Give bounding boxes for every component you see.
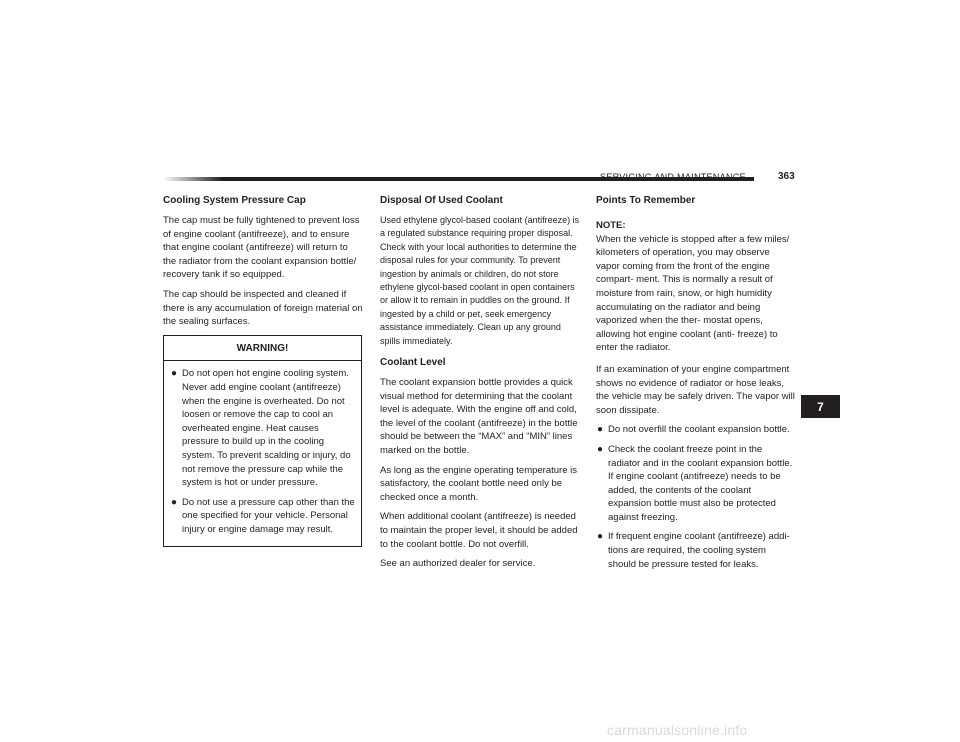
header-section-title: SERVICING AND MAINTENANCE — [600, 172, 746, 182]
bullet-icon: ● — [597, 424, 604, 436]
heading-points-to-remember: Points To Remember — [596, 195, 696, 206]
warning-box — [163, 335, 362, 548]
heading-coolant-level: Coolant Level — [380, 357, 446, 369]
warning-body — [164, 361, 361, 546]
paragraph-dealer: See an authorized dealer for service. — [380, 558, 536, 570]
list-item — [170, 367, 355, 489]
page-number: 363 — [778, 171, 795, 182]
warning-item-text: Do not use a pressure cap other than the one specified for your vehicle. Personal injury or engine damage may result. — [182, 496, 355, 535]
column-left — [163, 195, 363, 547]
bullet-icon: ● — [597, 531, 604, 543]
warning-title: WARNING! — [164, 336, 361, 362]
column-right — [596, 195, 796, 577]
paragraph-examination: If an examination of your engine compartment shows no evidence of radiator or hose leaks, the vehicle may be safely driven. The vapor will soon dissipate. — [596, 363, 795, 416]
list-item — [170, 496, 355, 537]
watermark-text: carmanualsonline.info — [607, 722, 748, 738]
points-list — [596, 423, 796, 571]
warning-item-text: Do not open hot engine cooling system. Never add engine coolant (antifreeze) when the engine is overheated. Do not loosen or remove the cap to cool an overheated engine. Heat causes pressure to build up in the cooling system. To prevent scalding or injury, do not remove the pressure cap while the system is hot or under pressure. — [182, 368, 351, 489]
column-middle — [380, 195, 580, 577]
paragraph-check-monthly: As long as the engine operating temperature is satisfactory, the coolant bottle need only be checked once a month. — [380, 464, 577, 503]
paragraph-add-coolant: When additional coolant (antifreeze) is needed to maintain the proper level, it should be added to the coolant bottle. Do not overfill. — [380, 511, 578, 550]
list-item — [596, 443, 796, 525]
list-item — [596, 423, 796, 437]
warning-list — [170, 367, 355, 536]
paragraph-cap-inspect: The cap should be inspected and cleaned if there is any accumulation of foreign material on the sealing surfaces. — [163, 288, 363, 328]
point-item-text: Check the coolant freeze point in the radiator and in the coolant expansion bottle. If engine coolant (antifreeze) needs to be added, the contents of the coolant expansion bottle must also be protected against freezing. — [608, 443, 793, 523]
point-item-text: If frequent engine coolant (antifreeze) addi- tions are required, the cooling system should be pressure tested for leaks. — [608, 531, 790, 570]
list-item — [596, 530, 796, 571]
paragraph-note: When the vehicle is stopped after a few miles/ kilometers of operation, you may observe vapor coming from the front of the engine compart- ment. This is normally a result of moisture from rain, snow, or high humidity accumulating on the radiator and being vaporized when the ther- mostat opens, allowing hot engine coolant (anti- freeze) to enter the radiator. — [596, 233, 790, 354]
heading-disposal: Disposal Of Used Coolant — [380, 195, 503, 206]
bullet-icon: ● — [597, 443, 604, 455]
note-label: NOTE: — [596, 220, 626, 231]
paragraph-disposal: Used ethylene glycol-based coolant (antifreeze) is a regulated substance requiring proper disposal. Check with your local authorities to determine the disposal rules for your community. To prevent ingestion by animals or children, do not store ethylene glycol-based coolant in open containers or allow it to remain in puddles on the ground. If ingested by a child or pet, seek emergency assistance immediately. Clean up any ground spills immediately. — [380, 215, 580, 346]
point-item-text: Do not overfill the coolant expansion bottle. — [608, 424, 790, 436]
bullet-icon: ● — [171, 368, 178, 380]
chapter-tab: 7 — [801, 395, 840, 418]
paragraph-expansion-bottle: The coolant expansion bottle provides a quick visual method for determining that the coolant level is adequate. With the engine off and cold, the level of the coolant (antifreeze) in the bottle should be between the “MAX” and “MIN” lines marked on the bottle. — [380, 377, 578, 457]
paragraph-cap-tighten: The cap must be fully tightened to prevent loss of engine coolant (antifreeze), and to ensure that engine coolant (antifreeze) will return to the radiator from the coolant expansion bottle/ recovery tank if so equipped. — [163, 215, 360, 281]
bullet-icon: ● — [171, 496, 178, 508]
heading-pressure-cap: Cooling System Pressure Cap — [163, 195, 306, 206]
